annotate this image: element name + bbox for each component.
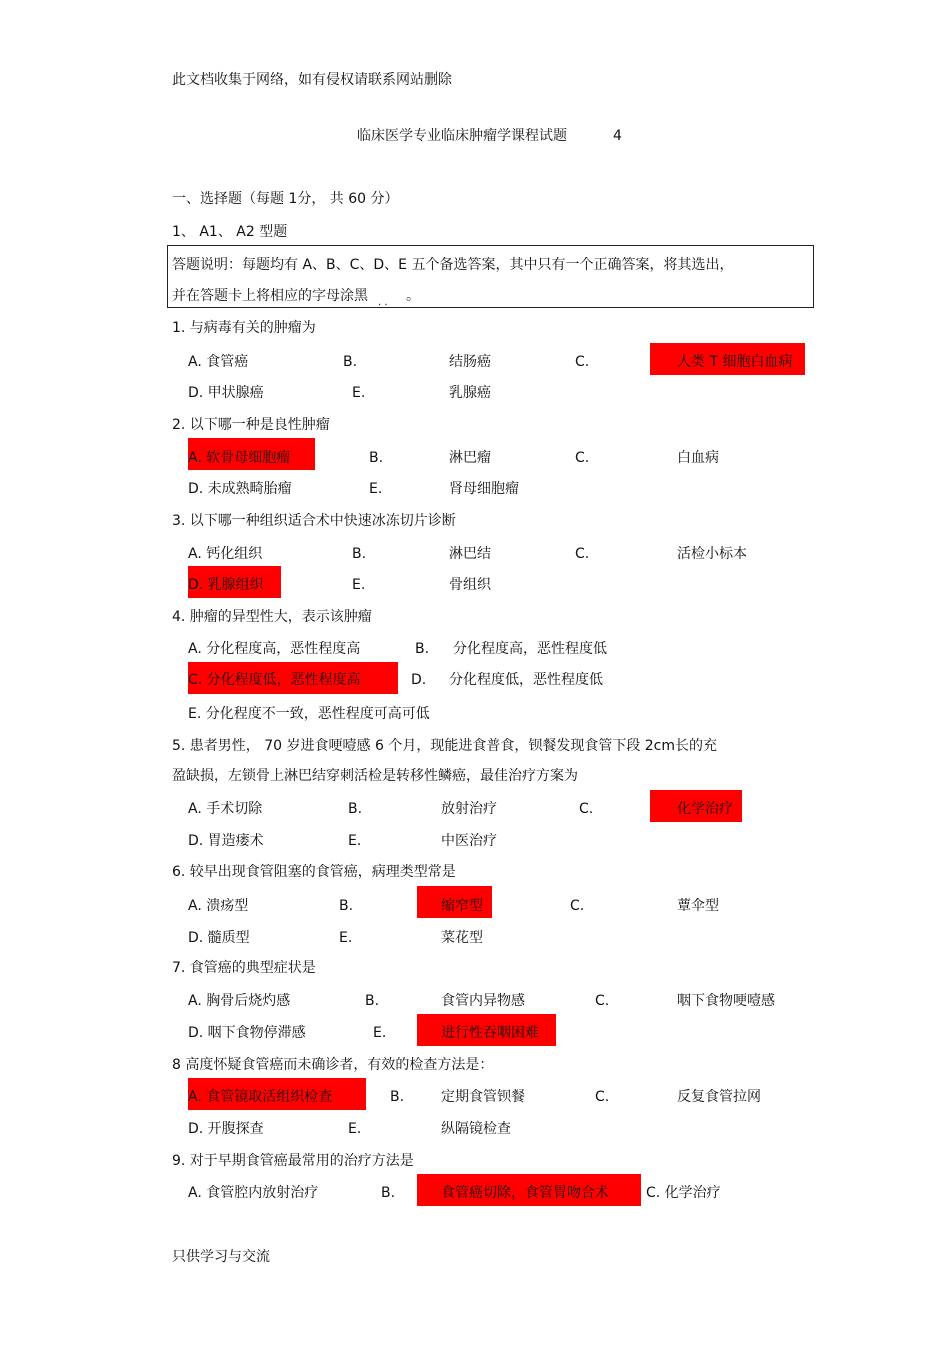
option: 结肠癌	[449, 354, 491, 370]
option: D. 甲状腺癌	[188, 385, 264, 401]
question-stem: 6. 较早出现食管阻塞的食管癌，病理类型常是	[172, 864, 456, 880]
header-note: 此文档收集于网络，如有侵权请联系网站删除	[172, 72, 452, 88]
option: C. 分化程度低，恶性程度高	[188, 672, 361, 688]
option: E.	[348, 1121, 362, 1137]
question-stem: 7. 食管癌的典型症状是	[172, 960, 316, 976]
option: B.	[348, 801, 363, 817]
option: 肾母细胞瘤	[449, 481, 519, 497]
option: 食管内异物感	[441, 993, 525, 1009]
option: A. 钙化组织	[188, 546, 263, 562]
option: 骨组织	[449, 577, 491, 593]
option: A. 胸骨后烧灼感	[188, 993, 291, 1009]
option: A. 食管癌	[188, 354, 249, 370]
option: 缩窄型	[441, 898, 483, 914]
option: 放射治疗	[441, 801, 497, 817]
instructions-line-1: 答题说明：每题均有 A、B、C、D、E 五个备选答案，其中只有一个正确答案，将其选出，	[172, 257, 734, 273]
option: C.	[570, 898, 585, 914]
option: 淋巴瘤	[449, 450, 491, 466]
question-stem: 9. 对于早期食管癌最常用的治疗方法是	[172, 1153, 414, 1169]
option: D. 开腹探查	[188, 1121, 264, 1137]
option: C.	[595, 1089, 610, 1105]
option: E.	[373, 1025, 387, 1041]
question-stem: 5. 患者男性， 70 岁进食哽噎感 6 个月，现能进食普食，钡餐发现食管下段 2cm长的充	[172, 738, 718, 754]
option: E.	[339, 930, 353, 946]
option: C.	[595, 993, 610, 1009]
option: E.	[352, 577, 366, 593]
option: E.	[352, 385, 366, 401]
option: A. 手术切除	[188, 801, 263, 817]
option: C.	[575, 354, 590, 370]
option: A. 溃疡型	[188, 898, 249, 914]
option: 乳腺癌	[449, 385, 491, 401]
option: B.	[339, 898, 354, 914]
question-stem-continued: 盈缺损，左锁骨上淋巴结穿刺活检是转移性鳞癌，最佳治疗方案为	[172, 768, 578, 784]
option: 定期食管钡餐	[441, 1089, 525, 1105]
question-stem: 1. 与病毒有关的肿瘤为	[172, 320, 316, 336]
option: B.	[343, 354, 358, 370]
question-stem: 8 高度怀疑食管癌而未确诊者，有效的检查方法是：	[172, 1057, 494, 1073]
title-number: 4	[613, 128, 622, 144]
option: 淋巴结	[449, 546, 491, 562]
page-title: 临床医学专业临床肿瘤学课程试题	[357, 128, 567, 144]
option: C.	[575, 450, 590, 466]
option: D. 咽下食物停滞感	[188, 1025, 306, 1041]
option: B.	[415, 641, 430, 657]
option: C.	[579, 801, 594, 817]
option: B.	[390, 1089, 405, 1105]
option: 中医治疗	[441, 833, 497, 849]
option: D.	[411, 672, 427, 688]
option: B.	[369, 450, 384, 466]
option: 进行性吞咽困难	[441, 1025, 539, 1041]
option: 活检小标本	[677, 546, 747, 562]
option: A. 分化程度高，恶性程度高	[188, 641, 361, 657]
option: B.	[352, 546, 367, 562]
option: 菜花型	[441, 930, 483, 946]
option: 纵隔镜检查	[441, 1121, 511, 1137]
instructions-line-2: 并在答题卡上将相应的字母涂黑	[172, 288, 368, 304]
option: 分化程度高，恶性程度低	[453, 641, 607, 657]
option: 分化程度低，恶性程度低	[449, 672, 603, 688]
option: 咽下食物哽噎感	[677, 993, 775, 1009]
option: D. 髓质型	[188, 930, 250, 946]
option: A. 食管腔内放射治疗	[188, 1185, 319, 1201]
question-stem: 4. 肿瘤的异型性大，表示该肿瘤	[172, 609, 372, 625]
option: 白血病	[677, 450, 719, 466]
option: 蕈伞型	[677, 898, 719, 914]
section-heading: 一、选择题（每题 1分， 共 60 分）	[172, 191, 399, 207]
option: E. 分化程度不一致，恶性程度可高可低	[188, 706, 430, 722]
question-stem: 2. 以下哪一种是良性肿瘤	[172, 417, 330, 433]
option: 食管癌切除，食管胃吻合术	[441, 1185, 609, 1201]
option: 人类 T 细胞白血病	[677, 354, 793, 370]
option: 反复食管拉网	[677, 1089, 761, 1105]
instructions-end: 。	[406, 288, 420, 304]
option: A. 食管镜取活组织检查	[188, 1089, 333, 1105]
option: B.	[381, 1185, 396, 1201]
option: B.	[365, 993, 380, 1009]
option: C. 化学治疗	[646, 1185, 721, 1201]
option: D. 乳腺组织	[188, 577, 264, 593]
option: E.	[369, 481, 383, 497]
option: D. 胃造瘘术	[188, 833, 264, 849]
instructions-dots: . .	[378, 297, 388, 308]
option: 化学治疗	[677, 801, 733, 817]
footer-note: 只供学习与交流	[172, 1249, 270, 1265]
subsection-heading: 1、 A1、 A2 型题	[172, 224, 288, 240]
option: C.	[575, 546, 590, 562]
question-stem: 3. 以下哪一种组织适合术中快速冰冻切片诊断	[172, 513, 456, 529]
option: E.	[348, 833, 362, 849]
option: A. 软骨母细胞瘤	[188, 450, 291, 466]
option: D. 未成熟畸胎瘤	[188, 481, 292, 497]
